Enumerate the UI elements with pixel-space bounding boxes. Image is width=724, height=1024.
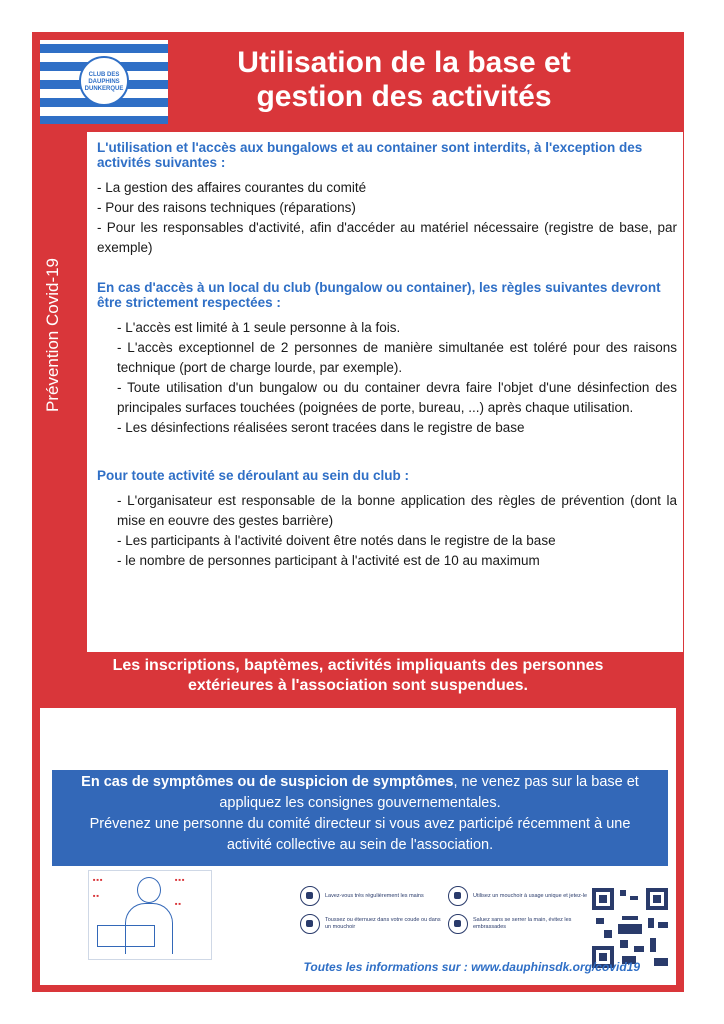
symptoms-notice: En cas de symptômes ou de suspicion de symptômes, ne venez pas sur la base et appliquez les consignes gouvernementales. Prévenez une personne du comité directeur si vous avez participé récemment à une activité collective au sein de l'association.	[52, 770, 668, 866]
dolphin-emblem-icon: CLUB DES DAUPHINS DUNKERQUE	[79, 56, 129, 106]
list-item: - le nombre de personnes participant à l'activité est de 10 au maximum	[117, 553, 540, 568]
tip-wash-hands: Lavez-vous très régulièrement les mains	[300, 886, 448, 906]
club-logo	[40, 40, 168, 124]
side-label: Prévention Covid-19	[43, 257, 62, 413]
footer-link-text: Toutes les informations sur : www.dauphinsdk.org/covid19	[303, 960, 640, 974]
tissue-icon	[448, 886, 468, 906]
rules-content	[97, 140, 677, 571]
elbow-cough-icon	[300, 914, 320, 934]
tip-no-handshake: Saluez sans se serrer la main, évitez les embrassades	[448, 914, 596, 934]
section-heading: Pour toute activité se déroulant au sein du club :	[97, 468, 410, 483]
list-item: - Toute utilisation d'un bungalow ou du container devra faire l'objet d'une désinfection des principales surfaces touchées (poignées de porte, bureau, ...) après chaque utilisation.	[117, 380, 677, 415]
list-item: - Les participants à l'activité doivent être notés dans le registre de la base	[117, 533, 556, 548]
page-title: Utilisation de la base et gestion des activités	[237, 46, 571, 113]
list-item: - Pour des raisons techniques (réparations)	[97, 200, 356, 215]
person-head-icon	[137, 877, 161, 903]
info-box	[97, 925, 155, 947]
section-heading: En cas d'accès à un local du club (bungalow ou container), les règles suivantes devront être strictement respectées :	[97, 280, 661, 310]
tip-cough-elbow: Toussez ou éternuez dans votre coude ou dans un mouchoir	[300, 914, 448, 934]
list-item: - L'accès est limité à 1 seule personne à la fois.	[117, 320, 401, 335]
list-item: - L'accès exceptionnel de 2 personnes de manière simultanée est toléré pour des raisons technique (port de charge lourde, par exemple).	[117, 340, 677, 375]
symptoms-illustration: ■ ■ ■ ■ ■ ■ ■ ■ ■ ■	[88, 870, 212, 960]
list-item: - L'organisateur est responsable de la bonne application des règles de prévention (dont la mise en eouvre des gestes barrière)	[117, 493, 677, 528]
list-item: - Pour les responsables d'activité, afin d'accéder au matériel nécessaire (registre de base, par exemple)	[97, 220, 677, 255]
hand-wash-icon	[300, 886, 320, 906]
suspension-banner: Les inscriptions, baptèmes, activités impliquants des personnes extérieures à l'association sont suspendues.	[112, 657, 604, 694]
no-handshake-icon	[448, 914, 468, 934]
list-item: - Les désinfections réalisées seront tracées dans le registre de base	[117, 420, 525, 435]
section-heading: L'utilisation et l'accès aux bungalows et au container sont interdits, à l'exception des activités suivantes :	[97, 140, 643, 170]
qr-code-icon	[592, 888, 668, 968]
list-item: - La gestion des affaires courantes du comité	[97, 180, 367, 195]
tip-tissue: Utilisez un mouchoir à usage unique et jetez-le	[448, 886, 596, 906]
